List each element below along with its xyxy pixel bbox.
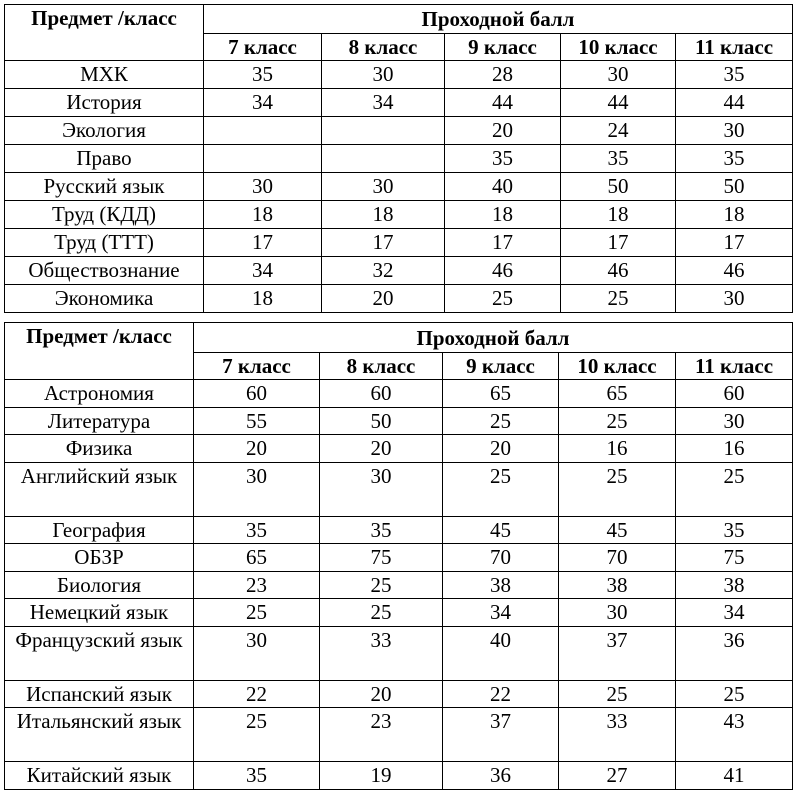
score-cell: 30	[676, 285, 793, 313]
score-cell: 25	[194, 599, 320, 627]
score-cell: 34	[676, 599, 793, 627]
score-cell: 20	[320, 680, 443, 708]
subject-cell: Итальянский язык	[5, 708, 194, 762]
score-cell: 18	[445, 201, 561, 229]
score-cell: 23	[320, 708, 443, 762]
table-row	[5, 89, 793, 117]
score-cell: 38	[443, 571, 559, 599]
score-cell: 46	[445, 257, 561, 285]
table-row	[5, 680, 793, 708]
score-cell: 43	[676, 708, 793, 762]
subject-cell: История	[5, 89, 204, 117]
table-row	[5, 117, 793, 145]
score-cell: 36	[443, 762, 559, 790]
table-row	[5, 544, 793, 572]
subject-cell: Право	[5, 145, 204, 173]
table-row	[5, 599, 793, 627]
score-cell: 25	[561, 285, 676, 313]
subject-cell: ОБЗР	[5, 544, 194, 572]
score-cell: 30	[322, 173, 445, 201]
score-cell: 65	[559, 380, 676, 408]
score-cell: 33	[559, 708, 676, 762]
score-cell: 16	[559, 435, 676, 463]
subject-cell: География	[5, 516, 194, 544]
score-cell	[204, 117, 322, 145]
table-row	[5, 571, 793, 599]
score-cell: 24	[561, 117, 676, 145]
subject-cell: Английский язык	[5, 462, 194, 516]
score-cell: 20	[445, 117, 561, 145]
score-cell: 38	[559, 571, 676, 599]
table-row	[5, 435, 793, 463]
header-grade-8: 8 класс	[320, 353, 443, 380]
score-cell: 40	[443, 626, 559, 680]
score-cell: 18	[676, 201, 793, 229]
header-subject-class: Предмет /класс	[5, 323, 194, 380]
score-cell: 37	[443, 708, 559, 762]
score-cell: 45	[559, 516, 676, 544]
score-cell: 75	[676, 544, 793, 572]
score-cell: 30	[322, 61, 445, 89]
score-cell: 35	[676, 516, 793, 544]
header-grade-10: 10 класс	[559, 353, 676, 380]
score-cell: 25	[320, 571, 443, 599]
score-cell: 25	[559, 407, 676, 435]
subject-cell: Экономика	[5, 285, 204, 313]
score-cell: 35	[445, 145, 561, 173]
table-row	[5, 626, 793, 680]
score-cell: 34	[443, 599, 559, 627]
table-row	[5, 762, 793, 790]
score-cell: 36	[676, 626, 793, 680]
score-cell: 44	[676, 89, 793, 117]
score-cell: 41	[676, 762, 793, 790]
score-cell: 35	[320, 516, 443, 544]
subject-cell: Немецкий язык	[5, 599, 194, 627]
table-row	[5, 145, 793, 173]
score-cell: 45	[443, 516, 559, 544]
score-cell: 35	[194, 516, 320, 544]
subject-cell: Физика	[5, 435, 194, 463]
subject-cell: Литература	[5, 407, 194, 435]
score-cell: 25	[559, 462, 676, 516]
subject-cell: Китайский язык	[5, 762, 194, 790]
header-grade-9: 9 класс	[443, 353, 559, 380]
score-cell: 44	[445, 89, 561, 117]
score-cell: 70	[559, 544, 676, 572]
score-cell: 38	[676, 571, 793, 599]
subject-cell: Биология	[5, 571, 194, 599]
score-cell	[322, 117, 445, 145]
score-cell: 23	[194, 571, 320, 599]
score-cell: 25	[676, 680, 793, 708]
score-cell: 18	[204, 201, 322, 229]
header-passing-score: Проходной балл	[204, 5, 793, 34]
score-cell: 25	[443, 462, 559, 516]
table-row	[5, 516, 793, 544]
table-row	[5, 708, 793, 762]
header-grade-11: 11 класс	[676, 34, 793, 61]
header-passing-score: Проходной балл	[194, 323, 793, 353]
score-cell: 30	[194, 626, 320, 680]
score-cell: 33	[320, 626, 443, 680]
score-cell: 19	[320, 762, 443, 790]
score-cell: 60	[676, 380, 793, 408]
score-cell: 75	[320, 544, 443, 572]
score-cell: 34	[204, 257, 322, 285]
score-cell: 18	[322, 201, 445, 229]
score-cell: 60	[320, 380, 443, 408]
score-cell: 30	[559, 599, 676, 627]
score-cell: 17	[561, 229, 676, 257]
score-cell: 30	[204, 173, 322, 201]
score-cell: 55	[194, 407, 320, 435]
header-grade-11: 11 класс	[676, 353, 793, 380]
table-row	[5, 173, 793, 201]
score-cell: 25	[443, 407, 559, 435]
score-cell: 35	[676, 145, 793, 173]
header-grade-7: 7 класс	[194, 353, 320, 380]
score-cell: 34	[322, 89, 445, 117]
passing-score-table-2	[4, 322, 793, 790]
score-cell: 50	[320, 407, 443, 435]
score-cell: 65	[443, 380, 559, 408]
table-row	[5, 257, 793, 285]
score-cell: 46	[676, 257, 793, 285]
subject-cell: Астрономия	[5, 380, 194, 408]
header-grade-9: 9 класс	[445, 34, 561, 61]
score-cell: 18	[204, 285, 322, 313]
score-cell: 25	[194, 708, 320, 762]
score-cell: 60	[194, 380, 320, 408]
score-cell	[204, 145, 322, 173]
score-cell: 17	[445, 229, 561, 257]
score-cell: 30	[676, 117, 793, 145]
score-cell: 50	[561, 173, 676, 201]
table-row	[5, 201, 793, 229]
score-cell: 70	[443, 544, 559, 572]
score-cell: 20	[322, 285, 445, 313]
score-cell: 34	[204, 89, 322, 117]
score-cell: 17	[322, 229, 445, 257]
table-row	[5, 380, 793, 408]
score-cell: 35	[194, 762, 320, 790]
score-cell: 65	[194, 544, 320, 572]
score-cell: 17	[676, 229, 793, 257]
score-cell: 27	[559, 762, 676, 790]
table-row	[5, 407, 793, 435]
passing-score-table-1	[4, 4, 793, 313]
score-cell: 44	[561, 89, 676, 117]
score-cell: 35	[676, 61, 793, 89]
subject-cell: Труд (ТТТ)	[5, 229, 204, 257]
table-row	[5, 229, 793, 257]
score-cell: 20	[320, 435, 443, 463]
score-cell: 35	[204, 61, 322, 89]
subject-cell: МХК	[5, 61, 204, 89]
score-cell: 16	[676, 435, 793, 463]
score-cell: 46	[561, 257, 676, 285]
header-subject-class: Предмет /класс	[5, 5, 204, 61]
score-cell: 25	[676, 462, 793, 516]
score-cell: 22	[443, 680, 559, 708]
score-cell: 40	[445, 173, 561, 201]
subject-cell: Экология	[5, 117, 204, 145]
score-cell: 25	[559, 680, 676, 708]
score-cell: 30	[194, 462, 320, 516]
header-grade-7: 7 класс	[204, 34, 322, 61]
score-cell: 28	[445, 61, 561, 89]
score-cell: 20	[194, 435, 320, 463]
score-cell: 30	[320, 462, 443, 516]
table-row	[5, 462, 793, 516]
subject-cell: Русский язык	[5, 173, 204, 201]
subject-cell: Французский язык	[5, 626, 194, 680]
subject-cell: Обществознание	[5, 257, 204, 285]
header-grade-10: 10 класс	[561, 34, 676, 61]
score-cell: 37	[559, 626, 676, 680]
score-cell: 50	[676, 173, 793, 201]
score-cell: 17	[204, 229, 322, 257]
score-cell: 30	[676, 407, 793, 435]
table-row	[5, 285, 793, 313]
score-cell	[322, 145, 445, 173]
header-grade-8: 8 класс	[322, 34, 445, 61]
score-cell: 20	[443, 435, 559, 463]
score-cell: 25	[320, 599, 443, 627]
score-cell: 35	[561, 145, 676, 173]
score-cell: 18	[561, 201, 676, 229]
score-cell: 22	[194, 680, 320, 708]
subject-cell: Труд (КДД)	[5, 201, 204, 229]
table-row	[5, 61, 793, 89]
score-cell: 32	[322, 257, 445, 285]
subject-cell: Испанский язык	[5, 680, 194, 708]
score-cell: 25	[445, 285, 561, 313]
score-cell: 30	[561, 61, 676, 89]
